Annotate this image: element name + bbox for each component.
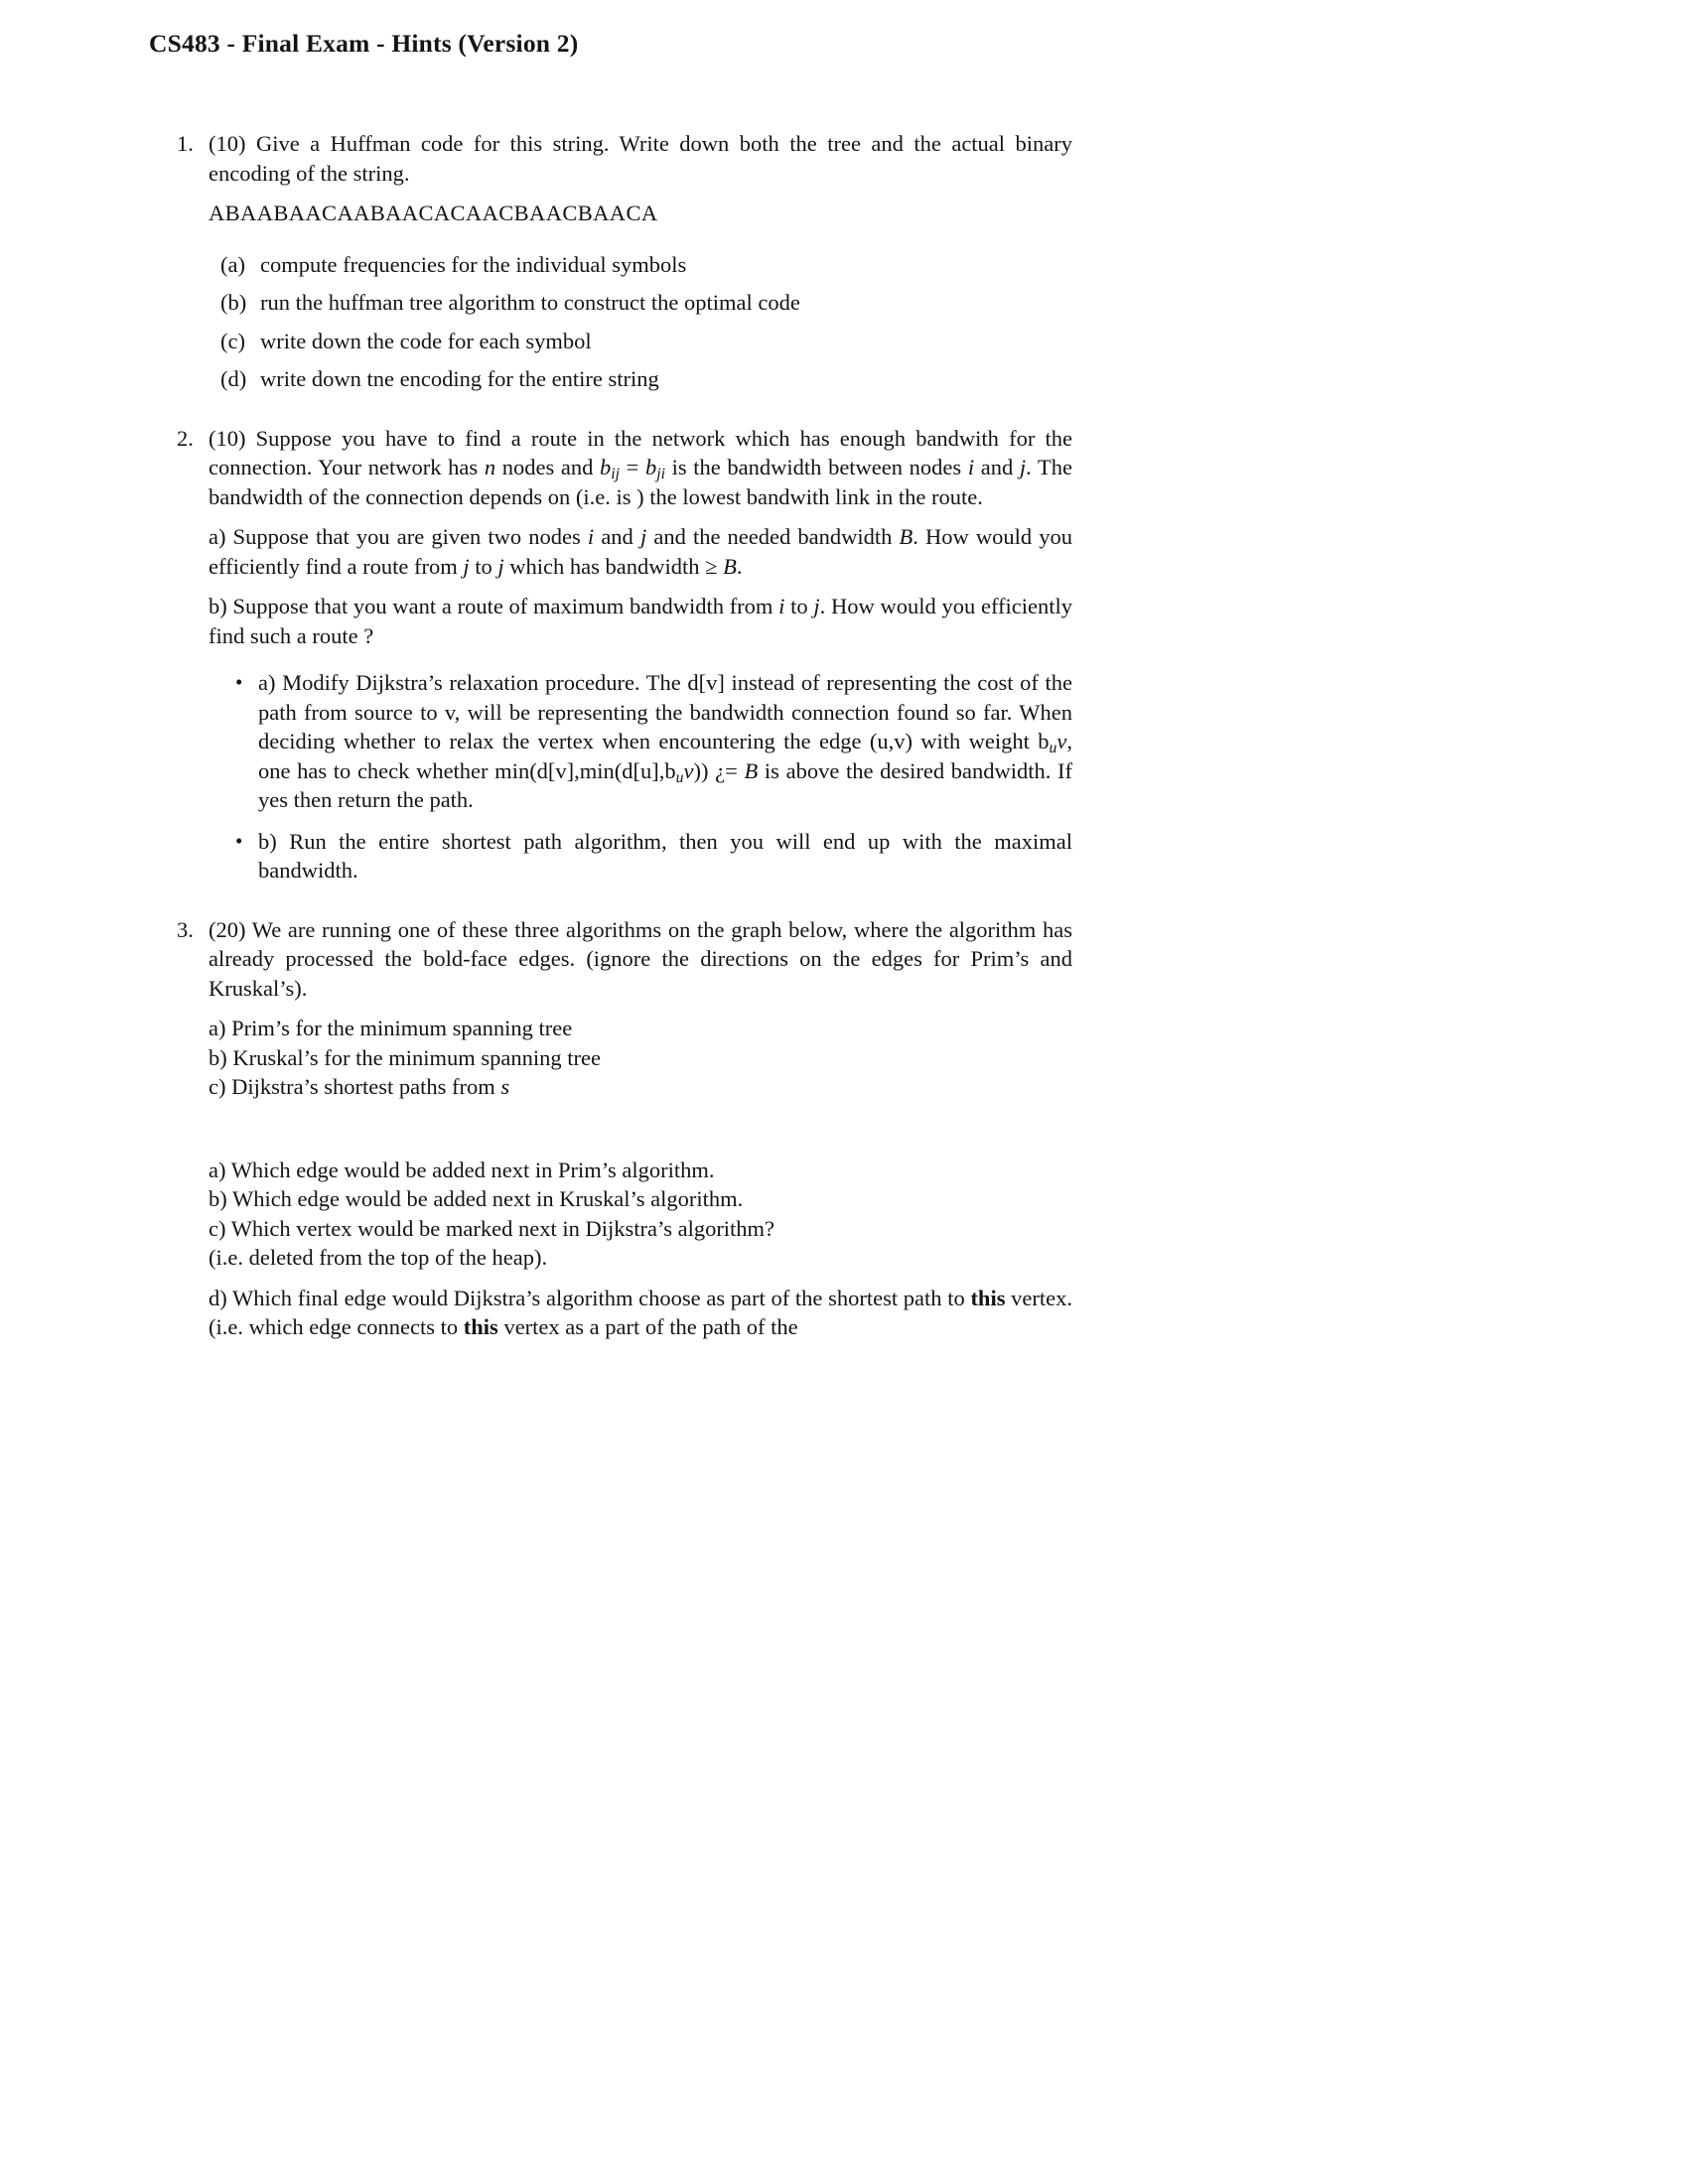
question-1-subitem-b xyxy=(209,288,1072,318)
subitem-text: write down the code for each symbol xyxy=(260,328,592,353)
question-line-c-cont: (i.e. deleted from the top of the heap). xyxy=(209,1245,548,1270)
subitem-text: run the huffman tree algorithm to construct the optimal code xyxy=(260,290,800,315)
hint-text-a: a) Modify Dijkstra’s relaxation procedure. The d[v] instead of representing the cost of the path from source to v, will be representing the bandwidth connection found so far. When deciding whether to relax the vertex when encountering the edge (u,v) with weight $b_uv$, one has to check whether $\min(d[v],\min(d[u],b_uv))$ ¿= B is above the desired bandwidth. If yes then return the path. xyxy=(258,670,1072,812)
question-3-body xyxy=(209,915,1072,1342)
question-1-number: 1. xyxy=(177,131,194,156)
question-1-body xyxy=(209,129,1072,394)
question-2-part-b: b) Suppose that you want a route of maximum bandwidth from i to j. How would you efficiently find such a route ? xyxy=(209,594,1072,648)
question-2 xyxy=(149,424,1082,886)
subitem-text: write down tne encoding for the entire string xyxy=(260,366,659,391)
question-line-a: a) Which edge would be added next in Prim’s algorithm. xyxy=(209,1157,715,1182)
question-1-huffman-string: ABAABAACAABAACACAACBAACBAACA xyxy=(209,201,658,225)
question-3 xyxy=(149,915,1082,1342)
subitem-label: (c) xyxy=(220,328,245,353)
subitem-label: (d) xyxy=(220,366,247,391)
hint-item-a xyxy=(209,668,1072,815)
question-2-body xyxy=(209,424,1072,886)
subitem-text: compute frequencies for the individual symbols xyxy=(260,251,687,277)
question-1-subitems xyxy=(209,250,1072,394)
algorithm-line-c: c) Dijkstra’s shortest paths from s xyxy=(209,1074,510,1099)
question-3-intro: (20) We are running one of these three algorithms on the graph below, where the algorithm has already processed the bold-face edges. (ignore the directions on the edges for Prim’s and Kruskal’s). xyxy=(209,916,1072,1001)
question-line-b: b) Which edge would be added next in Kruskal’s algorithm. xyxy=(209,1186,744,1211)
algorithm-line-a: a) Prim’s for the minimum spanning tree xyxy=(209,1016,573,1040)
document-title: CS483 - Final Exam - Hints (Version 2) xyxy=(149,29,579,58)
hint-text-b: b) Run the entire shortest path algorithm, then you will end up with the maximal bandwidth. xyxy=(258,828,1072,883)
question-2-number: 2. xyxy=(177,425,194,451)
question-2-intro: (10) Suppose you have to find a route in the network which has enough bandwith for the connection. Your network has n nodes and $b_{ij} = b_{ji}$ is the bandwidth between nodes i and j. The bandwidth of the connection depends on (i.e. is ) the lowest bandwith link in the route. xyxy=(209,425,1072,509)
question-1 xyxy=(149,129,1082,394)
document-content xyxy=(149,28,1082,1342)
question-line-c: c) Which vertex would be marked next in Dijkstra’s algorithm? xyxy=(209,1215,775,1241)
question-3-number: 3. xyxy=(177,916,194,942)
question-3-part-d-group xyxy=(209,1284,1072,1342)
algorithm-line-b: b) Kruskal’s for the minimum spanning tree xyxy=(209,1044,601,1070)
question-3-part-d: d) Which final edge would Dijkstra’s algorithm choose as part of the shortest path to this vertex. (i.e. which edge connects to this vertex as a part of the path of the xyxy=(209,1285,1072,1339)
bullet-icon: • xyxy=(235,670,243,694)
question-1-subitem-d xyxy=(209,364,1072,394)
question-1-subitem-c xyxy=(209,327,1072,356)
question-1-intro: (10) Give a Huffman code for this string. Write down both the tree and the actual binary encoding of the string. xyxy=(209,131,1072,186)
question-2-hints xyxy=(209,668,1072,886)
hint-item-b xyxy=(209,827,1072,886)
subitem-label: (a) xyxy=(220,251,245,277)
bullet-icon: • xyxy=(235,828,243,853)
question-3-algorithm-list xyxy=(209,1014,1072,1102)
question-2-part-a: a) Suppose that you are given two nodes i and j and the needed bandwidth B. How would you efficiently find a route from j to j which has bandwidth ≥ B. xyxy=(209,524,1072,579)
subitem-label: (b) xyxy=(220,290,247,315)
question-3-question-list xyxy=(209,1156,1072,1273)
question-1-subitem-a xyxy=(209,250,1072,280)
